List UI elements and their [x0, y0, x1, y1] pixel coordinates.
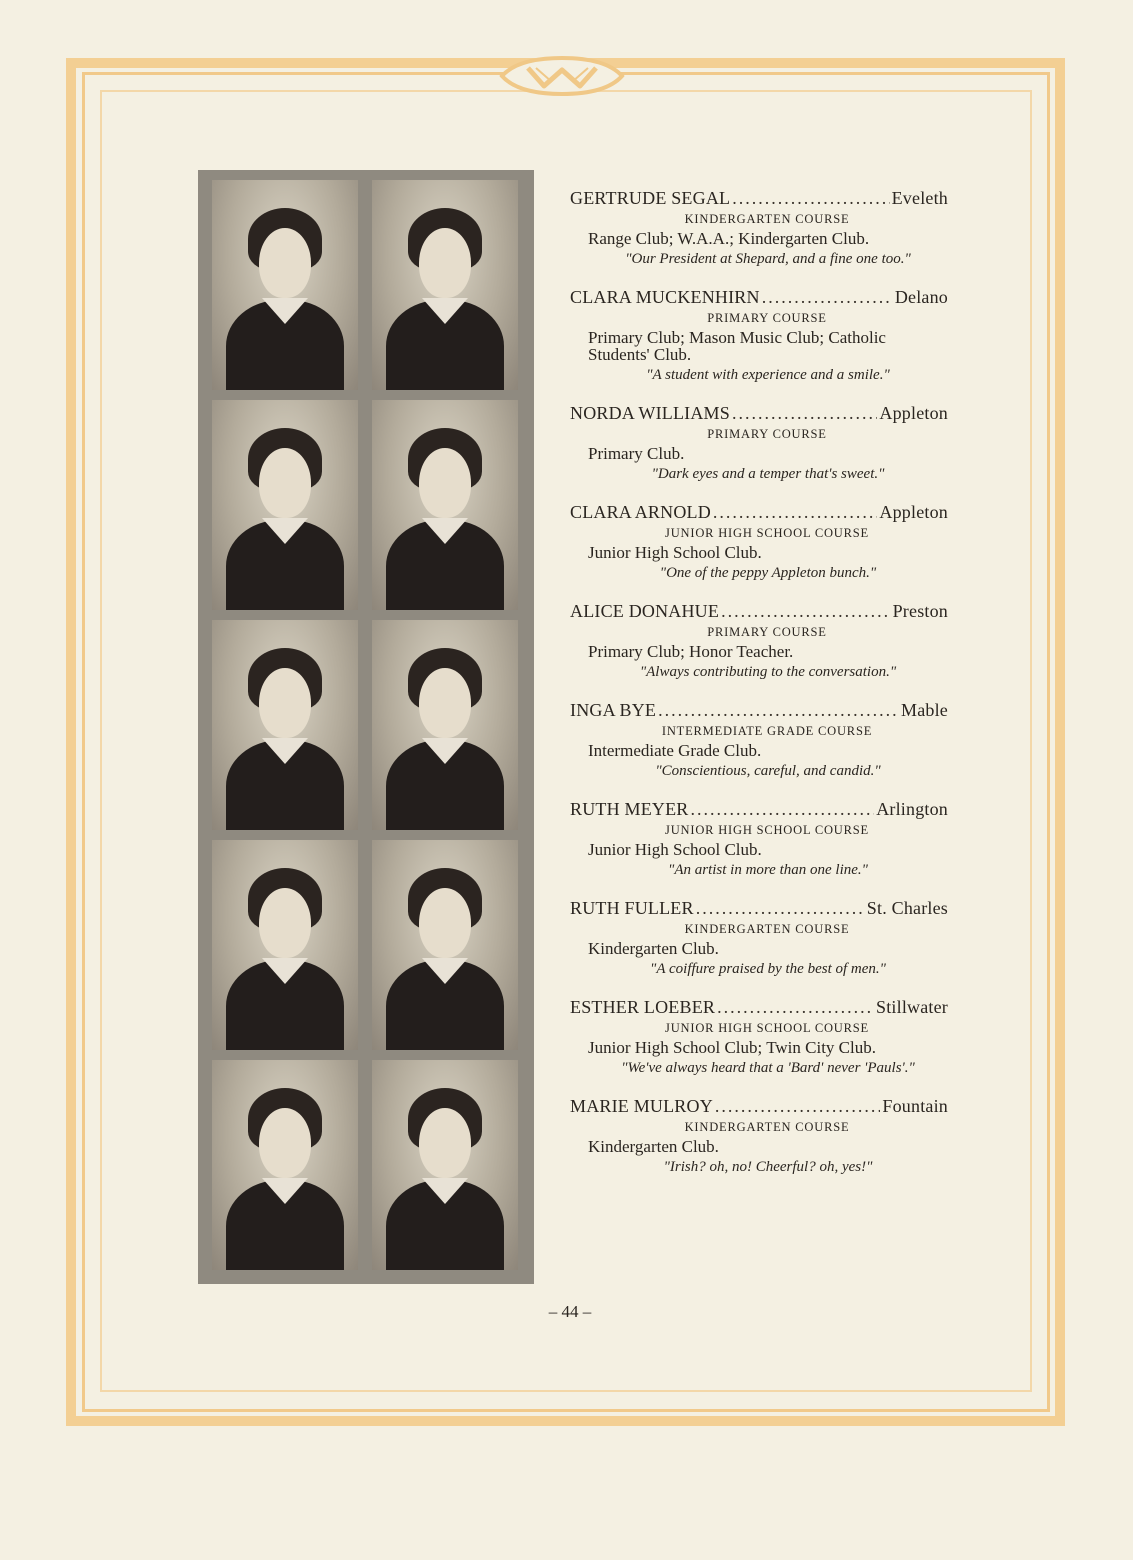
- name-line: [570, 403, 948, 424]
- student-quote: "A coiffure praised by the best of men.": [650, 961, 886, 977]
- student-town: Arlington: [876, 799, 948, 819]
- course-label: KINDERGARTEN COURSE: [684, 922, 850, 936]
- student-entries: [570, 188, 948, 1175]
- student-quote: "A student with experience and a smile.": [646, 367, 890, 383]
- course-label: JUNIOR HIGH SCHOOL COURSE: [665, 1021, 869, 1035]
- portrait-face: [259, 888, 311, 958]
- club-list: Junior High School Club.: [588, 543, 762, 562]
- leader-dots: [721, 601, 891, 622]
- student-entry: [570, 287, 948, 383]
- student-portrait-photo: [372, 1060, 518, 1270]
- leader-dots: [713, 502, 877, 523]
- portrait-face: [259, 668, 311, 738]
- name-line: [570, 997, 948, 1018]
- student-portrait-photo: [212, 840, 358, 1050]
- student-quote: "Conscientious, careful, and candid.": [655, 763, 881, 779]
- student-portrait-photo: [372, 180, 518, 390]
- name-line: [570, 799, 948, 820]
- student-quote: "Irish? oh, no! Cheerful? oh, yes!": [663, 1159, 873, 1175]
- club-list: Primary Club.: [588, 444, 685, 463]
- student-portrait-photo: [372, 620, 518, 830]
- portrait-face: [419, 228, 471, 298]
- portrait-photo-panel: [198, 170, 534, 1284]
- student-portrait-photo: [372, 400, 518, 610]
- student-quote: "One of the peppy Appleton bunch.": [659, 565, 877, 581]
- club-list: Junior High School Club; Twin City Club.: [588, 1038, 876, 1057]
- portrait-face: [419, 1108, 471, 1178]
- name-line: [570, 601, 948, 622]
- leader-dots: [732, 403, 877, 424]
- student-portrait-photo: [372, 840, 518, 1050]
- course-label: KINDERGARTEN COURSE: [684, 212, 850, 226]
- student-portrait-photo: [212, 620, 358, 830]
- student-town: Eveleth: [891, 188, 948, 208]
- course-label: PRIMARY COURSE: [707, 625, 827, 639]
- student-entry: [570, 502, 948, 581]
- leader-dots: [732, 188, 889, 209]
- student-entry: [570, 898, 948, 977]
- leader-dots: [658, 700, 899, 721]
- leader-dots: [696, 898, 865, 919]
- name-line: [570, 898, 948, 919]
- club-list: Primary Club; Mason Music Club; Catholic Students' Club.: [588, 328, 886, 364]
- page-number: – 44 –: [548, 1302, 592, 1321]
- student-name: CLARA ARNOLD: [570, 502, 711, 522]
- course-label: PRIMARY COURSE: [707, 311, 827, 325]
- student-entry: [570, 799, 948, 878]
- student-quote: "Always contributing to the conversation.": [639, 664, 897, 680]
- student-quote: "We've always heard that a 'Bard' never 'Pauls'.": [621, 1060, 915, 1076]
- student-name: ESTHER LOEBER: [570, 997, 716, 1017]
- student-name: RUTH FULLER: [570, 898, 694, 918]
- club-list: Junior High School Club.: [588, 840, 762, 859]
- student-town: Appleton: [879, 502, 948, 522]
- club-list: Primary Club; Honor Teacher.: [588, 642, 794, 661]
- student-entry: [570, 601, 948, 680]
- course-label: JUNIOR HIGH SCHOOL COURSE: [665, 823, 869, 837]
- portrait-face: [259, 228, 311, 298]
- leader-dots: [691, 799, 875, 820]
- club-list: Kindergarten Club.: [588, 1137, 719, 1156]
- student-entry: [570, 997, 948, 1076]
- student-name: CLARA MUCKENHIRN: [570, 287, 760, 307]
- club-list: Intermediate Grade Club.: [588, 741, 762, 760]
- student-name: RUTH MEYER: [570, 799, 689, 819]
- student-town: Delano: [894, 287, 948, 307]
- portrait-face: [419, 888, 471, 958]
- student-entry: [570, 1096, 948, 1175]
- course-label: PRIMARY COURSE: [707, 427, 827, 441]
- student-town: Preston: [892, 601, 948, 621]
- student-name: ALICE DONAHUE: [570, 601, 720, 621]
- student-entry: [570, 403, 948, 482]
- student-quote: "Our President at Shepard, and a fine one too.": [625, 251, 911, 267]
- portrait-face: [259, 448, 311, 518]
- name-line: [570, 1096, 948, 1117]
- leader-dots: [762, 287, 893, 308]
- portrait-face: [419, 668, 471, 738]
- student-name: GERTRUDE SEGAL: [570, 188, 731, 208]
- student-town: Mable: [901, 700, 948, 720]
- student-quote: "Dark eyes and a temper that's sweet.": [651, 466, 885, 482]
- course-label: INTERMEDIATE GRADE COURSE: [661, 724, 873, 738]
- student-name: NORDA WILLIAMS: [570, 403, 730, 423]
- leader-dots: [715, 1096, 880, 1117]
- name-line: [570, 502, 948, 523]
- student-town: Appleton: [879, 403, 948, 423]
- name-line: [570, 188, 948, 209]
- student-town: St. Charles: [866, 898, 948, 918]
- student-quote: "An artist in more than one line.": [668, 862, 868, 878]
- student-entry: [570, 700, 948, 779]
- student-portrait-photo: [212, 180, 358, 390]
- student-portrait-photo: [212, 400, 358, 610]
- club-list: Range Club; W.A.A.; Kindergarten Club.: [588, 229, 870, 248]
- course-label: JUNIOR HIGH SCHOOL COURSE: [665, 526, 869, 540]
- club-list: Kindergarten Club.: [588, 939, 719, 958]
- student-town: Stillwater: [876, 997, 948, 1017]
- portrait-face: [259, 1108, 311, 1178]
- leader-dots: [717, 997, 874, 1018]
- portrait-face: [419, 448, 471, 518]
- student-portrait-photo: [212, 1060, 358, 1270]
- student-entry: [570, 188, 948, 267]
- name-line: [570, 287, 948, 308]
- course-label: KINDERGARTEN COURSE: [684, 1120, 850, 1134]
- student-town: Fountain: [882, 1096, 948, 1116]
- name-line: [570, 700, 948, 721]
- student-name: MARIE MULROY: [570, 1096, 713, 1116]
- crest-emblem-icon: [498, 52, 626, 100]
- student-name: INGA BYE: [570, 700, 657, 720]
